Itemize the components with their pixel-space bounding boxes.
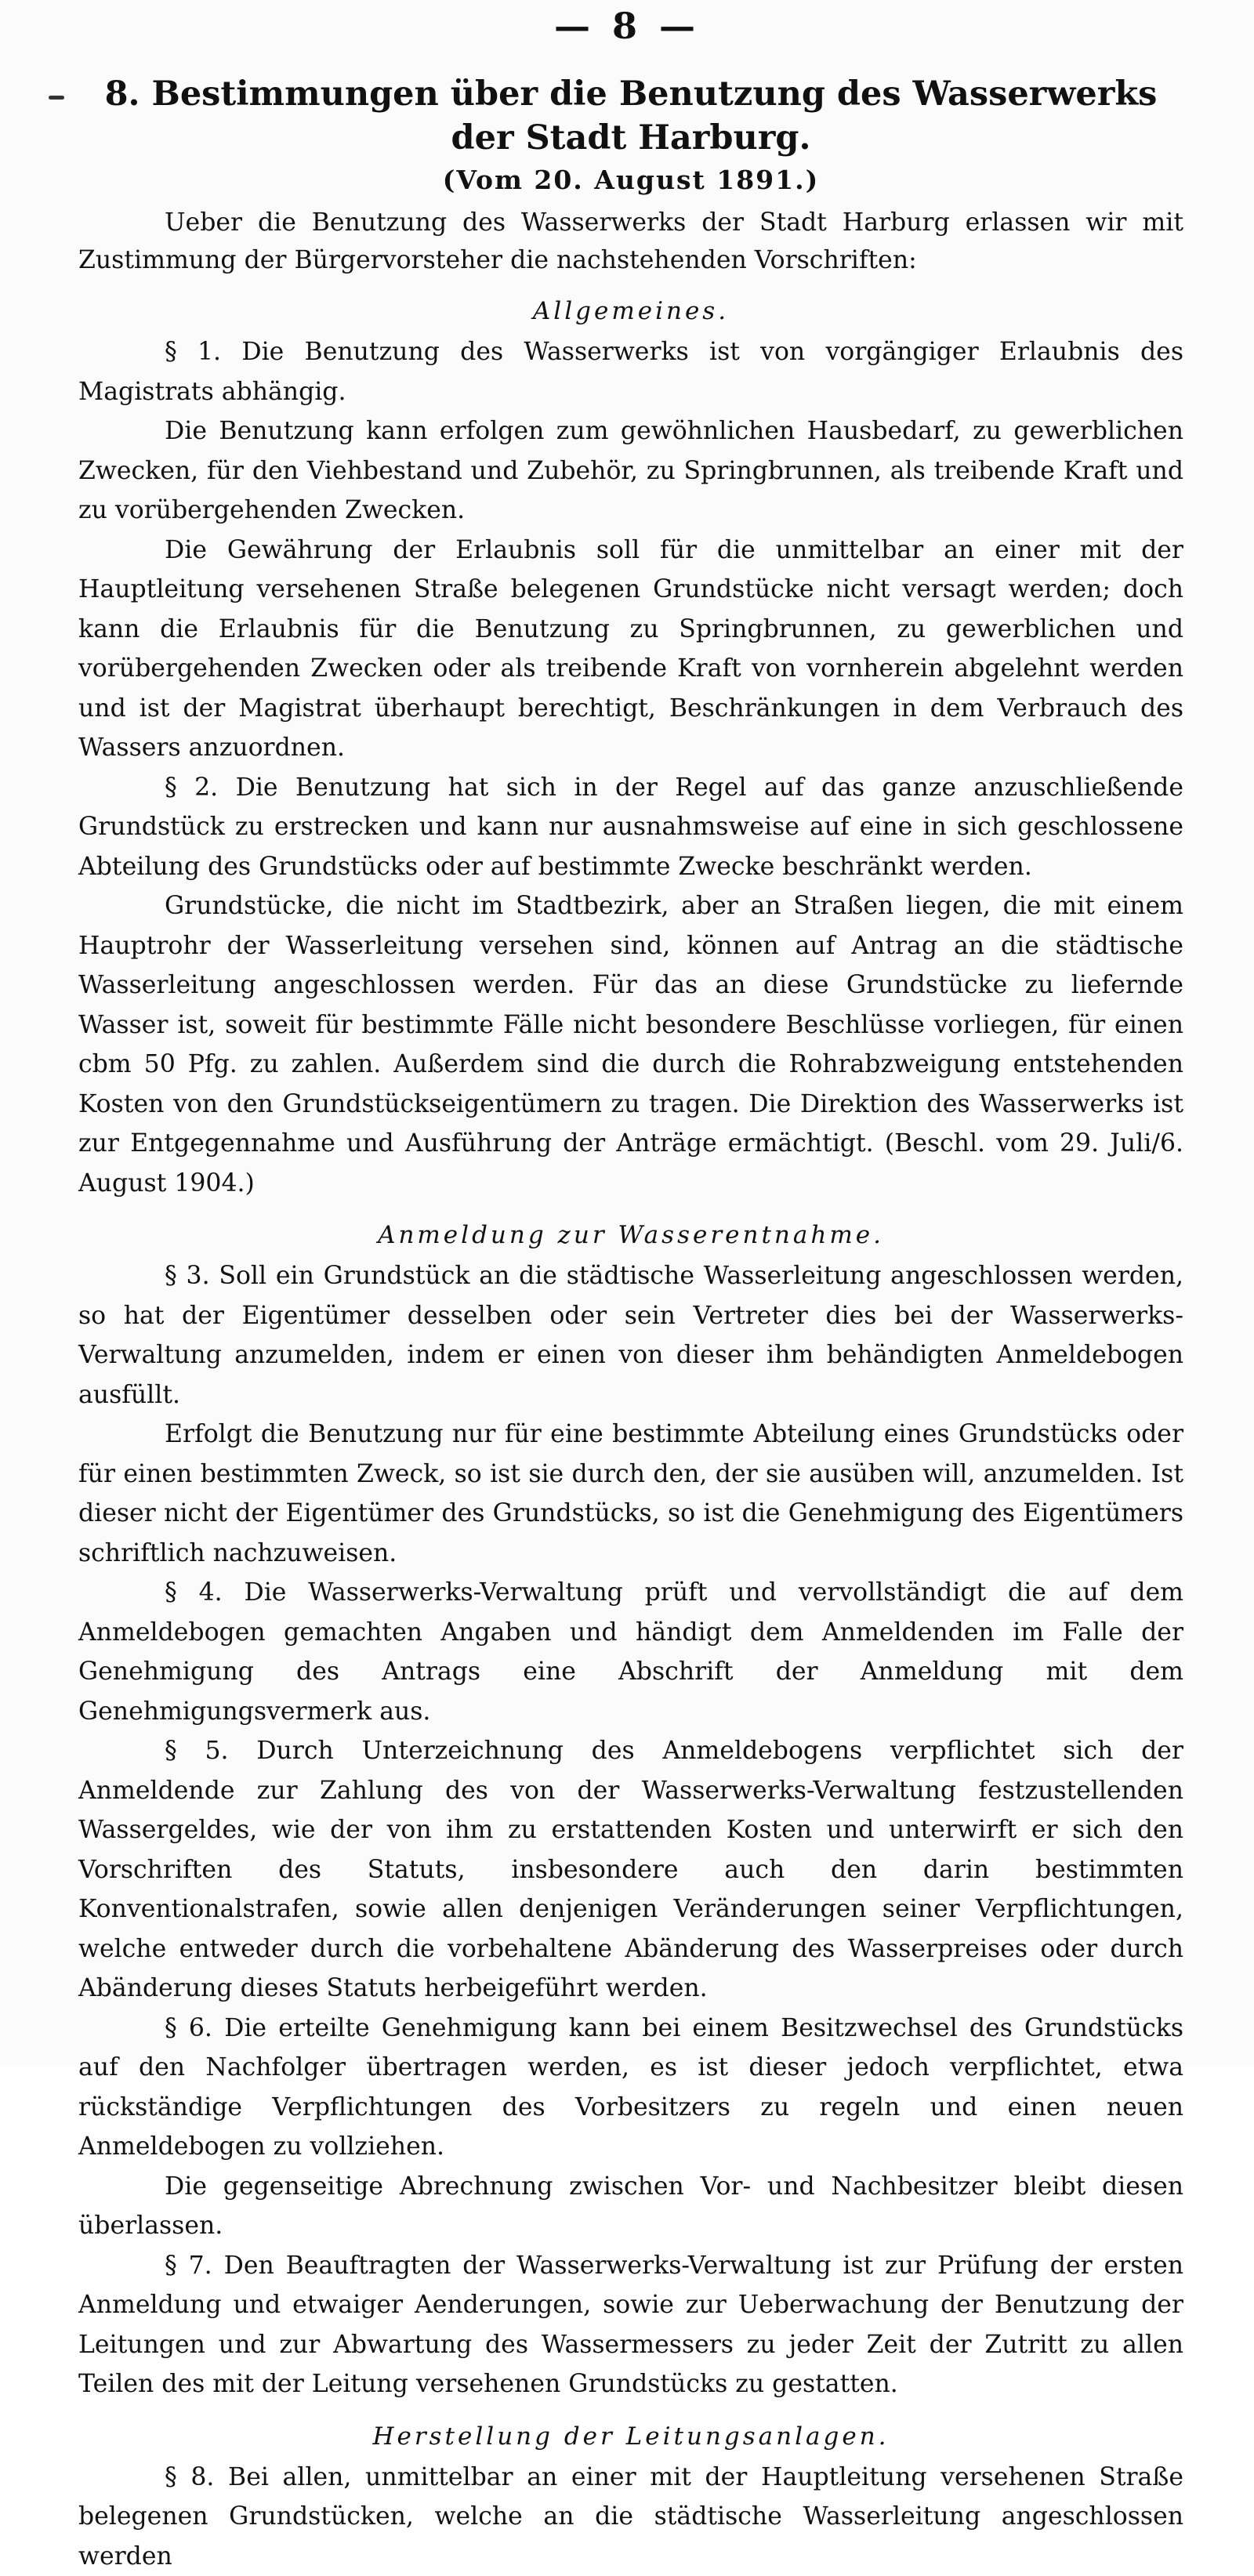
paragraph-10: § 6. Die erteilte Genehmigung kann bei einem Besitzwechsel des Grundstücks auf den Nachfolger übertragen werden, es ist dieser jedoch verpflichtet, etwa rückständige Verpflichtungen des Vorbesitzers zu regeln und einen neuen Anmeldebogen zu vollziehen. bbox=[78, 2009, 1183, 2167]
paragraph-9: § 5. Durch Unterzeichnung des Anmeldebogens verpflichtet sich der Anmeldende zur Zahlung des von der Wasserwerks-Verwaltung festzustellenden Wassergeldes, wie der von ihm zu erstattenden Kosten und unterwirft er sich den Vorschriften des Statuts, insbesondere auch den darin bestimmten Konventionalstrafen, sowie allen denjenigen Veränderungen seiner Verpflichtungen, welche entweder durch die vorbehaltene Abänderung des Wasserpreises oder durch Abänderung dieses Statuts herbeigeführt werden. bbox=[78, 1731, 1183, 2009]
document-title bbox=[78, 72, 1183, 160]
paragraph-4: § 2. Die Benutzung hat sich in der Regel auf das ganze anzuschließende Grundstück zu erstrecken und kann nur ausnahmsweise auf eine in sich geschlossene Abteilung des Grundstücks oder auf bestimmte Zwecke beschränkt werden. bbox=[78, 768, 1183, 887]
section-heading-allgemeines: Allgemeines. bbox=[78, 290, 1183, 332]
paragraph-5: Grundstücke, die nicht im Stadtbezirk, aber an Straßen liegen, die mit einem Hauptrohr der Wasserleitung versehen sind, können auf Antrag an die städtische Wasserleitung angeschlossen werden. Für das an diese Grundstücke zu liefernde Wasser ist, soweit für bestimmte Fälle nicht besondere Beschlüsse vorliegen, für einen cbm 50 Pfg. zu zahlen. Außerdem sind die durch die Rohrabzweigung entstehenden Kosten von den Grundstückseigentümern zu tragen. Die Direktion des Wasserwerks ist zur Entgegennahme und Ausführung der Anträge ermächtigt. (Beschl. vom 29. Juli/6. August 1904.) bbox=[78, 886, 1183, 1203]
paragraph-2: Die Benutzung kann erfolgen zum gewöhnlichen Hausbedarf, zu gewerblichen Zwecken, für den Viehbestand und Zubehör, zu Springbrunnen, als treibende Kraft und zu vorübergehenden Zwecken. bbox=[78, 411, 1183, 531]
paragraph-3: Die Gewährung der Erlaubnis soll für die unmittelbar an einer mit der Hauptleitung versehenen Straße belegenen Grundstücke nicht versagt werden; doch kann die Erlaubnis für die Benutzung zu Springbrunnen, zu gewerblichen und vorübergehenden Zwecken oder als treibende Kraft von vornherein abgelehnt werden und ist der Magistrat überhaupt berechtigt, Beschränkungen in dem Verbrauch des Wassers anzuordnen. bbox=[78, 531, 1183, 768]
intro-paragraph: Ueber die Benutzung des Wasserwerks der Stadt Harburg erlassen wir mit Zustimmung der Bürgervorsteher die nachstehenden Vorschriften: bbox=[78, 204, 1183, 279]
paragraph-13: § 8. Bei allen, unmittelbar an einer mit der Hauptleitung versehenen Straße belegenen Grundstücken, welche an die städtische Wasserleitung angeschlossen werden bbox=[78, 2458, 1183, 2576]
paragraph-11: Die gegenseitige Abrechnung zwischen Vor- und Nachbesitzer bleibt diesen überlassen. bbox=[78, 2167, 1183, 2246]
document-date: (Vom 20. August 1891.) bbox=[78, 161, 1183, 199]
document-body bbox=[78, 72, 1183, 2576]
ink-smudge-mark bbox=[49, 96, 64, 100]
paragraph-12: § 7. Den Beauftragten der Wasserwerks-Verwaltung ist zur Prüfung der ersten Anmeldung und etwaiger Aenderungen, sowie zur Ueberwachung der Benutzung der Leitungen und zur Abwartung des Wassermessers zu jeder Zeit der Zutritt zu allen Teilen des mit der Leitung versehenen Grundstücks zu gestatten. bbox=[78, 2246, 1183, 2404]
section-heading-anmeldung: Anmeldung zur Wasserentnahme. bbox=[78, 1214, 1183, 1256]
paragraph-1: § 1. Die Benutzung des Wasserwerks ist von vorgängiger Erlaubnis des Magistrats abhängig. bbox=[78, 332, 1183, 411]
paragraph-7: Erfolgt die Benutzung nur für eine bestimmte Abteilung eines Grundstücks oder für einen bestimmten Zweck, so ist sie durch den, der sie ausüben will, anzumelden. Ist dieser nicht der Eigentümer des Grundstücks, so ist die Genehmigung des Eigentümers schriftlich nachzuweisen. bbox=[78, 1415, 1183, 1573]
paragraph-8: § 4. Die Wasserwerks-Verwaltung prüft und vervollständigt die auf dem Anmeldebogen gemachten Angaben und händigt dem Anmeldenden im Falle der Genehmigung des Antrags eine Abschrift der Anmeldung mit dem Genehmigungsvermerk aus. bbox=[78, 1573, 1183, 1731]
title-line-1: 8. Bestimmungen über die Benutzung des Wasserwerks bbox=[105, 74, 1158, 114]
paragraph-6: § 3. Soll ein Grundstück an die städtische Wasserleitung angeschlossen werden, so hat der Eigentümer desselben oder sein Vertreter dies bei der Wasserwerks-Verwaltung anzumelden, indem er einen von dieser ihm behändigten Anmeldebogen ausfüllt. bbox=[78, 1256, 1183, 1415]
page-number: — 8 — bbox=[0, 5, 1254, 47]
title-line-2: der Stadt Harburg. bbox=[78, 116, 1183, 160]
section-heading-herstellung: Herstellung der Leitungsanlagen. bbox=[78, 2415, 1183, 2458]
